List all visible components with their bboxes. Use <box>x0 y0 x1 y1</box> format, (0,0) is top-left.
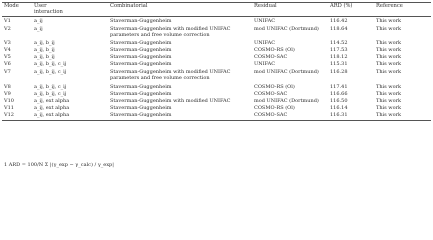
row-ref: This work <box>376 69 402 75</box>
row-ref: This work <box>376 112 402 118</box>
row-comb: Staverman-Guggenheim <box>110 18 172 24</box>
row-mode: V9 <box>4 91 11 97</box>
row-comb: Staverman-Guggenheim <box>110 112 172 118</box>
row-user: a_ij, b_ij, c_ij <box>34 69 67 75</box>
row-ref: This work <box>376 98 402 104</box>
row-resid: COSMO-RS (Ol) <box>254 47 295 53</box>
row-comb: Staverman-Guggenheim <box>110 61 172 67</box>
row-ref: This work <box>376 26 402 32</box>
row-mode: V8 <box>4 84 11 90</box>
row-mode: V11 <box>4 105 14 111</box>
row-user: a_ij, b_ij <box>34 54 55 60</box>
row-ref: This work <box>376 47 402 53</box>
row-mode: V6 <box>4 61 11 67</box>
row-comb-cont: parameters and free volume correction <box>110 32 210 38</box>
row-comb: Staverman-Guggenheim with modified UNIFAC <box>110 26 231 32</box>
header-user-sub: interaction <box>34 9 63 15</box>
row-ard: 117.41 <box>330 84 348 90</box>
header-ard: ARD (%) <box>330 3 353 9</box>
header-user: User <box>34 3 47 9</box>
row-resid: UNIFAC <box>254 18 276 24</box>
row-mode: V4 <box>4 47 11 53</box>
footnote: 1 ARD = 100/N Σ |(γ_exp − γ_calc) / γ_exp| <box>4 162 114 168</box>
row-mode: V3 <box>4 40 11 46</box>
row-ref: This work <box>376 18 402 24</box>
row-ard: 116.31 <box>330 112 348 118</box>
row-ard: 116.66 <box>330 91 348 97</box>
row-resid: mod UNIFAC (Dortmund) <box>254 98 319 104</box>
row-ard: 116.50 <box>330 98 348 104</box>
row-user: a_ij <box>34 18 43 24</box>
row-resid: mod UNIFAC (Dortmund) <box>254 26 319 32</box>
row-user: a_ij, ext alpha <box>34 105 70 111</box>
row-ref: This work <box>376 61 402 67</box>
top-rule <box>2 2 431 3</box>
row-comb: Staverman-Guggenheim <box>110 91 172 97</box>
row-user: a_ij, b_ij, c_ij <box>34 84 67 90</box>
row-ref: This work <box>376 84 402 90</box>
row-resid: UNIFAC <box>254 40 276 46</box>
header-rule <box>2 16 431 17</box>
row-resid: COSMO-SAC <box>254 91 288 97</box>
row-resid: mod UNIFAC (Dortmund) <box>254 69 319 75</box>
header-combinatorial: Combinatorial <box>110 3 148 9</box>
row-user: a_ij, b_ij, c_ij <box>34 61 67 67</box>
row-ref: This work <box>376 54 402 60</box>
row-resid: COSMO-SAC <box>254 112 288 118</box>
row-ard: 118.64 <box>330 26 348 32</box>
row-resid: COSMO-RS (Ol) <box>254 105 295 111</box>
row-comb-cont: parameters and free volume correction <box>110 75 210 81</box>
row-ard: 116.28 <box>330 69 348 75</box>
header-residual: Residual <box>254 3 277 9</box>
row-ref: This work <box>376 105 402 111</box>
row-ref: This work <box>376 40 402 46</box>
row-ard: 114.52 <box>330 40 348 46</box>
row-comb: Staverman-Guggenheim <box>110 84 172 90</box>
row-mode: V2 <box>4 26 11 32</box>
row-mode: V10 <box>4 98 14 104</box>
row-comb: Staverman-Guggenheim <box>110 47 172 53</box>
row-ard: 118.12 <box>330 54 348 60</box>
row-ref: This work <box>376 91 402 97</box>
row-ard: 115.31 <box>330 61 348 67</box>
row-mode: V5 <box>4 54 11 60</box>
row-user: a_ij, ext alpha <box>34 98 70 104</box>
row-ard: 116.42 <box>330 18 348 24</box>
bottom-rule <box>2 120 431 121</box>
header-reference: Reference <box>376 3 403 9</box>
row-resid: UNIFAC <box>254 61 276 67</box>
row-comb: Staverman-Guggenheim <box>110 40 172 46</box>
row-user: a_ij, b_ij <box>34 40 55 46</box>
row-comb: Staverman-Guggenheim with modified UNIFAC <box>110 69 231 75</box>
row-mode: V1 <box>4 18 11 24</box>
row-user: a_ij, b_ij, c_ij <box>34 91 67 97</box>
row-mode: V12 <box>4 112 14 118</box>
row-user: a_ij <box>34 26 43 32</box>
row-resid: COSMO-RS (Ol) <box>254 84 295 90</box>
row-ard: 117.53 <box>330 47 348 53</box>
row-user: a_ij, b_ij <box>34 47 55 53</box>
row-resid: COSMO-SAC <box>254 54 288 60</box>
row-comb: Staverman-Guggenheim <box>110 105 172 111</box>
row-user: a_ij, ext alpha <box>34 112 70 118</box>
row-mode: V7 <box>4 69 11 75</box>
row-comb: Staverman-Guggenheim <box>110 54 172 60</box>
row-comb: Staverman-Guggenheim with modified UNIFAC <box>110 98 231 104</box>
header-mode: Mode <box>4 3 19 9</box>
row-ard: 116.14 <box>330 105 348 111</box>
